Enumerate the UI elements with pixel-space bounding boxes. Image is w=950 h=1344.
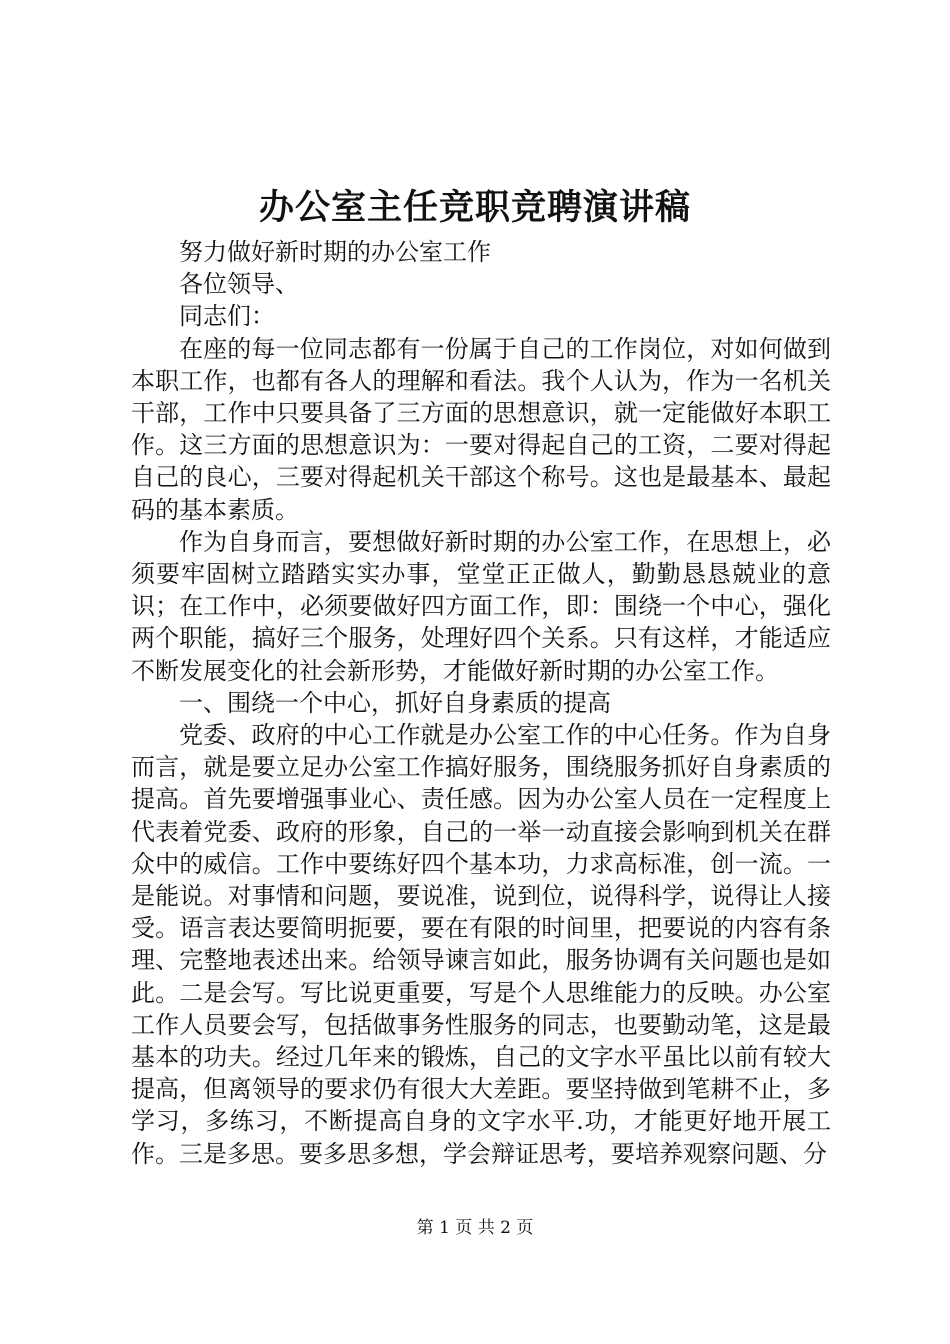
document-body: [131, 236, 831, 1170]
paragraph-section-one: 党委、政府的中心工作就是办公室工作的中心任务。作为自身而言，就是要立足办公室工作搞好服务，围绕服务抓好自身素质的提高。首先要增强事业心、责任感。因为办公室人员在一定程度上代表着党委、政府的形象，自己的一举一动直接会影响到机关在群众中的威信。工作中要练好四个基本功，力求高标准，创一流。一是能说。对事情和问题，要说准，说到位，说得科学，说得让人接受。语言表达要简明扼要，要在有限的时间里，把要说的内容有条理、完整地表述出来。给领导谏言如此，服务协调有关问题也是如此。二是会写。写比说更重要，写是个人思维能力的反映。办公室工作人员要会写，包括做事务性服务的同志，也要勤动笔，这是最基本的功夫。经过几年来的锻炼，自己的文字水平虽比以前有较大提高，但离领导的要求仍有很大大差距。要坚持做到笔耕不止，多学习，多练习，不断提高自身的文字水平.功，才能更好地开展工作。三是多思。要多思多想，学会辩证思考，要培养观察问题、分: [131, 721, 831, 1168]
document-title: 办公室主任竞职竞聘演讲稿: [258, 187, 691, 228]
paragraph-salutation-comrades: 同志们：: [179, 302, 275, 331]
paragraph-subtitle: 努力做好新时期的办公室工作: [179, 238, 491, 266]
paragraph-salutation-leaders: 各位领导、: [179, 270, 299, 299]
section-heading-one: 一、围绕一个中心，抓好自身素质的提高: [179, 688, 611, 717]
paragraph-intro: 在座的每一位同志都有一份属于自己的工作岗位，对如何做到本职工作，也都有各人的理解和看法。我个人认为，作为一名机关干部，工作中只要具备了三方面的思想意识，就一定能做好本职工作。这三方面的思想意识为：一要对得起自己的工资，二要对得起自己的良心，三要对得起机关干部这个称号。这也是最基本、最起码的基本素质。: [131, 334, 831, 524]
paragraph-overview: 作为自身而言，要想做好新时期的办公室工作，在思想上，必须要牢固树立踏踏实实办事，堂堂正正做人，勤勤恳恳兢业的意识；在工作中，必须要做好四方面工作，即：围绕一个中心，强化两个职能，搞好三个服务，处理好四个关系。只有这样，才能适应不断发展变化的社会新形势，才能做好新时期的办公室工作。: [131, 527, 831, 685]
page-number: 第 1 页 共 2 页: [416, 1218, 534, 1238]
